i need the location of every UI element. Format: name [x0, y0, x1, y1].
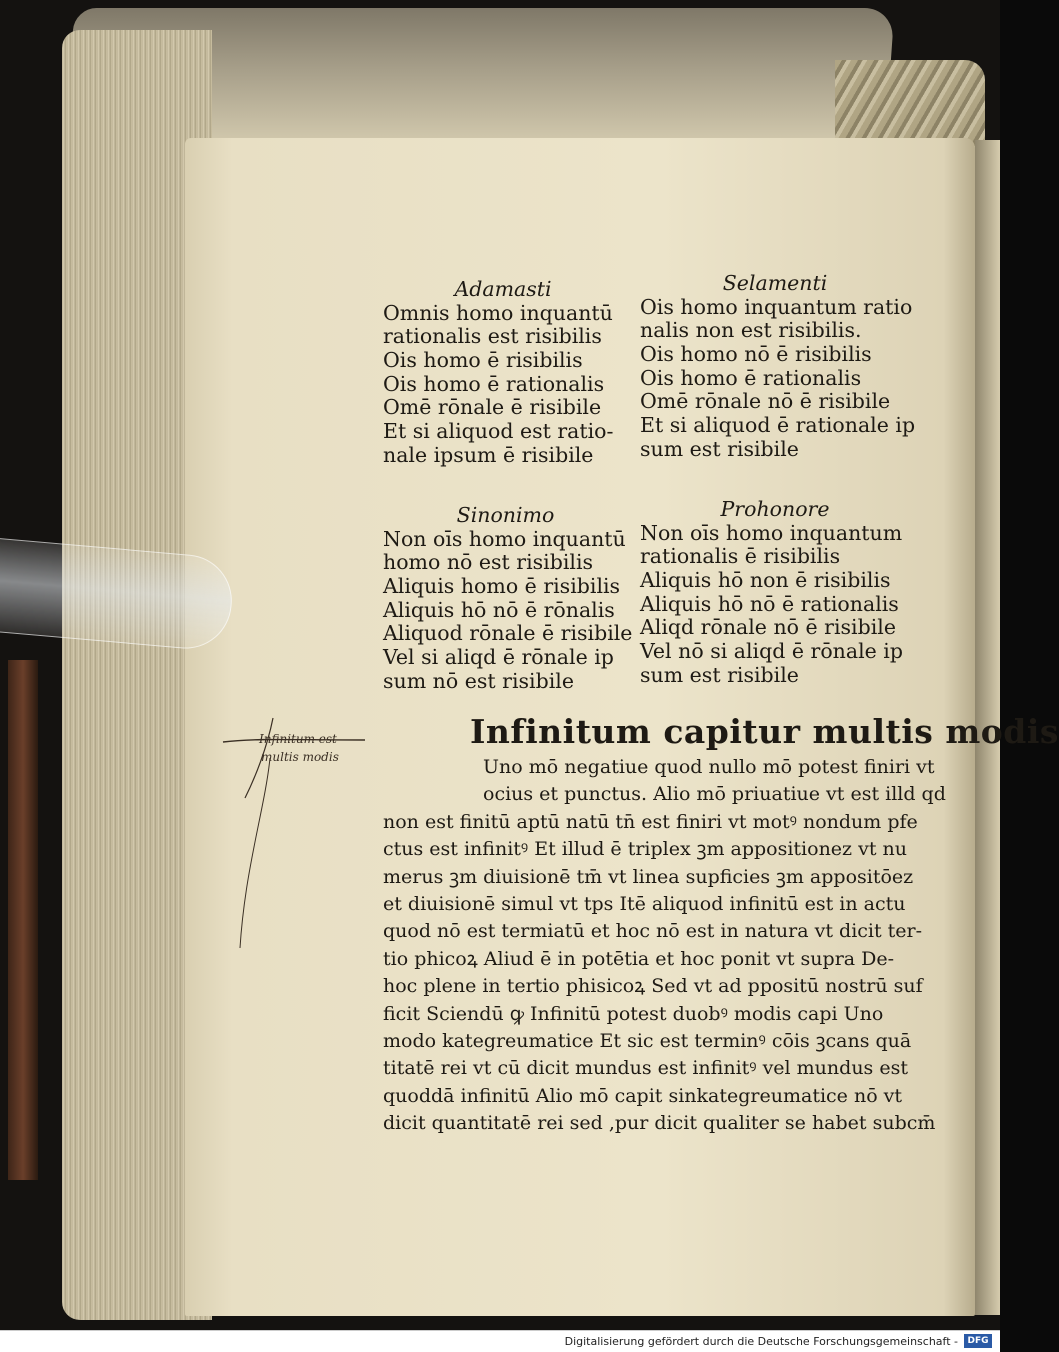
- text-line: Ois homo ē rationalis: [640, 365, 862, 390]
- text-line: rationalis est risibilis: [383, 324, 602, 349]
- text-line: Vel nō si aliqd ē rōnale ip: [640, 639, 903, 664]
- text-line: nalis non est risibilis.: [640, 318, 862, 343]
- text-line: merus ꝫm diuisionē tm̄ vt linea supficies ꝫm appositōez: [383, 865, 914, 888]
- text-line: Et si aliquod ē rationale ip: [640, 413, 916, 438]
- body-paragraph: [383, 754, 946, 1137]
- text-line: et diuisionē simul vt tps Itē aliquod infinitū est in actu: [383, 892, 906, 915]
- text-line: Vel si aliqd ē rōnale ip: [383, 645, 614, 670]
- text-line: sum est risibile: [640, 662, 799, 687]
- text-line: Non oīs homo inquantum: [640, 520, 903, 545]
- text-line: nale ipsum ē risibile: [383, 442, 594, 467]
- text-line: Aliqd rōnale nō ē risibile: [640, 615, 896, 640]
- text-line: Ois homo nō ē risibilis: [640, 342, 872, 367]
- text-line: Non oīs homo inquantū: [383, 526, 626, 551]
- text-line: Ois homo inquantum ratio: [640, 294, 913, 319]
- text-line: Aliquod rōnale ē risibile: [383, 621, 633, 646]
- text-line: Omē rōnale nō ē risibile: [640, 389, 891, 414]
- book-spine: [8, 660, 38, 1180]
- footer-bar: [0, 1330, 1000, 1352]
- text-line: ctus est infinitꝰ Et illud ē triplex ꝫm appositionez vt nu: [383, 838, 907, 861]
- text-line: Aliquis hō nō ē rōnalis: [383, 597, 615, 622]
- text-line: dicit quantitatē rei sed ,pur dicit qualiter se habet subcm̄: [383, 1112, 936, 1135]
- text-line: modo kategreumatice Et sic est terminꝰ cōis ꝫcans quā: [383, 1029, 912, 1052]
- text-line: Ois homo ē rationalis: [383, 371, 605, 396]
- text-line: quoddā infinitū Alio mō capit sinkategreumatice nō vt: [383, 1084, 903, 1107]
- column-bottom-left: [383, 503, 633, 694]
- text-line: Uno mō negatiue quod nullo mō potest finiri vt: [483, 756, 935, 778]
- text-line: quod nō est termiatū et hoc nō est in natura vt dicit ter-: [383, 920, 923, 943]
- margin-note-line: multis modis: [261, 750, 339, 764]
- column-top-right: [640, 271, 916, 462]
- text-line: sum est risibile: [640, 436, 799, 461]
- text-line: rationalis ē risibilis: [640, 544, 841, 569]
- dfg-logo-icon: DFG: [964, 1334, 992, 1348]
- text-line: hoc plene in tertio phisicoꝝ Sed vt ad ppositū nostrū suf: [383, 975, 923, 998]
- text-line: ficit Sciendū ꝙ Infinitū potest duobꝰ modis capi Uno: [383, 1002, 884, 1025]
- text-line: titatē rei vt cū dicit mundus est infinitꝰ vel mundus est: [383, 1057, 908, 1080]
- handwritten-margin-note: [215, 718, 380, 958]
- text-line: Ois homo ē risibilis: [383, 348, 583, 373]
- column-heading: Selamenti: [722, 271, 828, 295]
- column-bottom-right: [640, 498, 910, 688]
- column-heading: Adamasti: [454, 277, 552, 301]
- book-binding-cord: [835, 60, 985, 150]
- text-line: homo nō est risibilis: [383, 550, 594, 575]
- text-line: non est finitū aptū natū tn̄ est finiri vt motꝰ nondum pfe: [383, 810, 918, 833]
- text-line: Omē rōnale ē risibile: [383, 395, 602, 420]
- margin-note-line: Infinitum est: [259, 732, 337, 746]
- text-line: Et si aliquod est ratio-: [383, 419, 614, 444]
- text-line: Omnis homo inquantū: [383, 300, 613, 325]
- column-heading: Prohonore: [720, 497, 830, 521]
- text-line: sum nō est risibile: [383, 668, 574, 693]
- column-heading: Sinonimo: [456, 503, 555, 527]
- column-top-left: [383, 278, 623, 468]
- text-line: Aliquis homo ē risibilis: [383, 574, 621, 599]
- text-line: tio phicoꝝ Aliud ē in potētia et hoc ponit vt supra De-: [383, 947, 895, 970]
- section-heading: Infinitum capitur multis modis: [470, 712, 1059, 751]
- footer-funding-text: Digitalisierung gefördert durch die Deutsche Forschungsgemeinschaft -: [564, 1335, 958, 1348]
- text-line: ocius et punctus. Alio mō priuatiue vt est illd qd: [483, 783, 946, 806]
- text-line: Aliquis hō non ē risibilis: [640, 568, 891, 593]
- text-line: Aliquis hō nō ē rationalis: [640, 591, 899, 616]
